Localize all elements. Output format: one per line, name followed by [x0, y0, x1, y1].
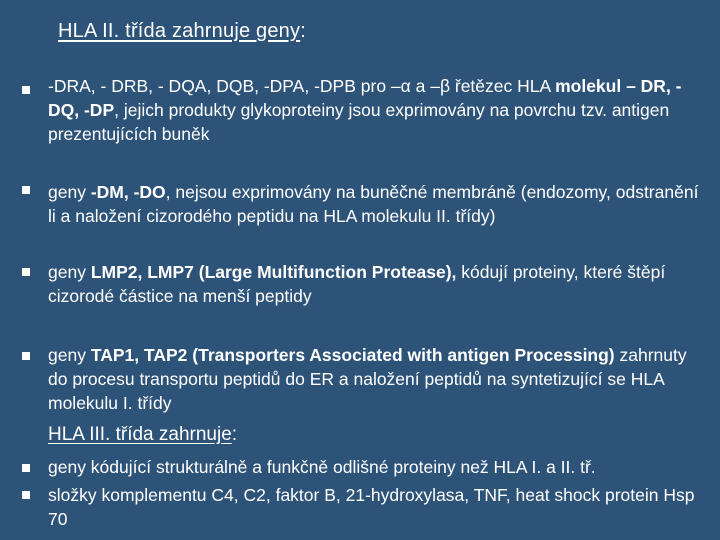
item-text: , nejsou exprimovány na buněčné membráně (endozomy, odstranění li a naložení cizorodého peptidu na HLA molekulu II. třídy): [48, 182, 699, 226]
item-text-bold: TAP1, TAP2 (Transporters Associated with antigen Processing): [90, 345, 615, 365]
item-text-bold: molekul – DR, -DQ, -DP: [48, 76, 682, 120]
item-text: , jejich produkty glykoproteiny jsou exprimovány na povrchu tzv. antigen prezentujících buněk: [48, 100, 670, 144]
item-text-bold: -DM, -DO: [90, 182, 166, 202]
slide-title-text: HLA II. třída zahrnuje geny: [58, 20, 301, 42]
item-text: složky komplementu C4, C2, faktor B, 21-hydroxylasa, TNF, heat shock protein Hsp 70: [48, 485, 695, 529]
bullet-square-icon: [22, 268, 30, 276]
item-text: geny kódující strukturálně a funkčně odlišné proteiny než HLA I. a II. tř.: [48, 457, 596, 477]
section-subtitle-colon: :: [231, 424, 238, 445]
item-text: geny: [48, 262, 91, 282]
section-subtitle-text: HLA III. třída zahrnuje: [48, 424, 232, 445]
bullet-square-icon: [22, 86, 30, 94]
item-text: pro –α a –β řetězec HLA: [355, 76, 556, 96]
slide-title-colon: :: [300, 20, 306, 42]
item-text: geny: [48, 345, 91, 365]
list-item: [48, 483, 708, 531]
bullet-square-icon: [22, 352, 30, 360]
item-text-bold: LMP2, LMP7 (Large Multifunction Protease),: [90, 262, 457, 282]
bullet-square-icon: [22, 464, 30, 472]
list-item: [48, 455, 708, 479]
item-text: geny: [48, 182, 91, 202]
section-subtitle: [48, 424, 237, 446]
bullet-square-icon: [22, 491, 30, 499]
item-text: zahrnuty do procesu transportu peptidů do ER a naložení peptidů na syntetizující se HLA molekulu I. třídy: [48, 345, 687, 413]
bullet-square-icon: [22, 186, 30, 194]
list-item: [48, 343, 708, 415]
list-item: [48, 74, 708, 146]
list-item: [48, 260, 708, 308]
list-item: [48, 180, 708, 228]
item-text: kódují proteiny, které štěpí cizorodé částice na menší peptidy: [48, 262, 666, 306]
slide-title: [58, 20, 306, 43]
item-text: -DRA, - DRB, - DQA, DQB, -DPA, -DPB: [48, 76, 356, 96]
